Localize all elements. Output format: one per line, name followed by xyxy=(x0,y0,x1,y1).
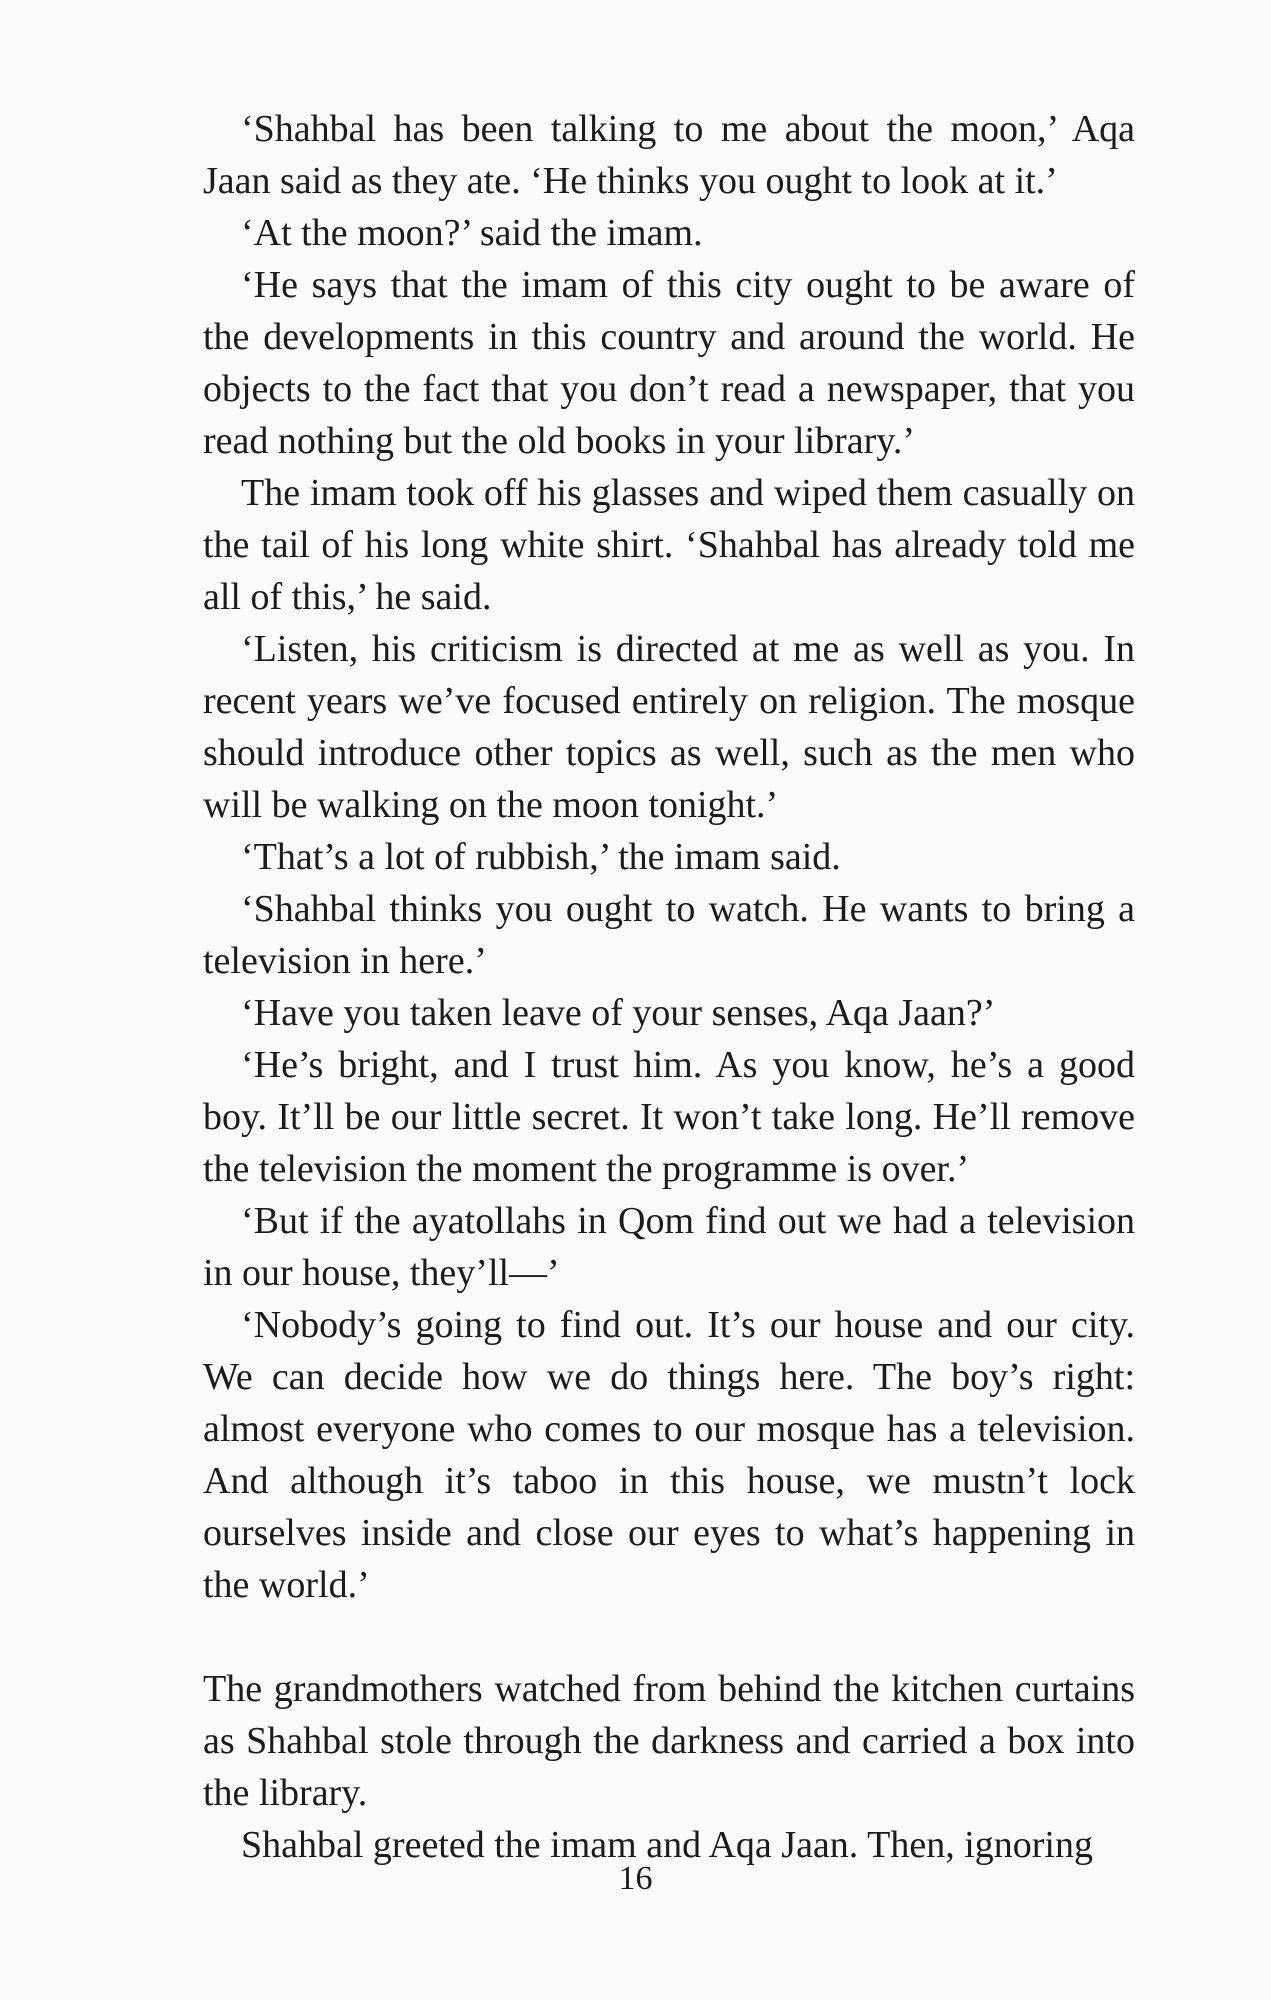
paragraph: ‘At the moon?’ said the imam. xyxy=(241,212,703,254)
page-number: 16 xyxy=(618,1860,653,1897)
paragraph: ‘He’s bright, and I trust him. As you know, he’s a good boy. It’ll be our little secret. It won’t take long. He’ll remove the television the moment the programme is over.’ xyxy=(203,1044,1135,1190)
paragraph: ‘Listen, his criticism is directed at me as well as you. In recent years we’ve focused entirely on religion. The mosque should introduce other topics as well, such as the men who will be walking on the moon tonight.’ xyxy=(203,628,1135,826)
paragraph: ‘Shahbal has been talking to me about the moon,’ Aqa Jaan said as they ate. ‘He thinks you ought to look at it.’ xyxy=(203,108,1135,202)
section-break xyxy=(203,1611,1135,1663)
paragraph: The imam took off his glasses and wiped them casually on the tail of his long white shirt. ‘Shahbal has already told me all of this,’ he said. xyxy=(203,472,1135,618)
paragraph: Shahbal greeted the imam and Aqa Jaan. Then, ignoring xyxy=(241,1824,1093,1866)
paragraph: ‘Nobody’s going to find out. It’s our house and our city. We can decide how we do things here. The boy’s right: almost everyone who comes to our mosque has a television. And although it’s taboo in this house, we mustn’t lock ourselves inside and close our eyes to what’s happening in the world.’ xyxy=(203,1304,1135,1606)
paragraph: The grandmothers watched from behind the kitchen curtains as Shahbal stole through the darkness and carried a box into the library. xyxy=(203,1668,1135,1814)
paragraph: ‘Have you taken leave of your senses, Aqa Jaan?’ xyxy=(241,992,996,1034)
paragraph: ‘Shahbal thinks you ought to watch. He wants to bring a television in here.’ xyxy=(203,888,1135,982)
paragraph: ‘But if the ayatollahs in Qom find out we had a television in our house, they’ll—’ xyxy=(203,1200,1135,1294)
paragraph: ‘That’s a lot of rubbish,’ the imam said. xyxy=(241,836,841,878)
body-text xyxy=(203,103,1135,1871)
paragraph: ‘He says that the imam of this city ought to be aware of the developments in this country and around the world. He objects to the fact that you don’t read a newspaper, that you read nothing but the old books in your library.’ xyxy=(203,264,1135,462)
